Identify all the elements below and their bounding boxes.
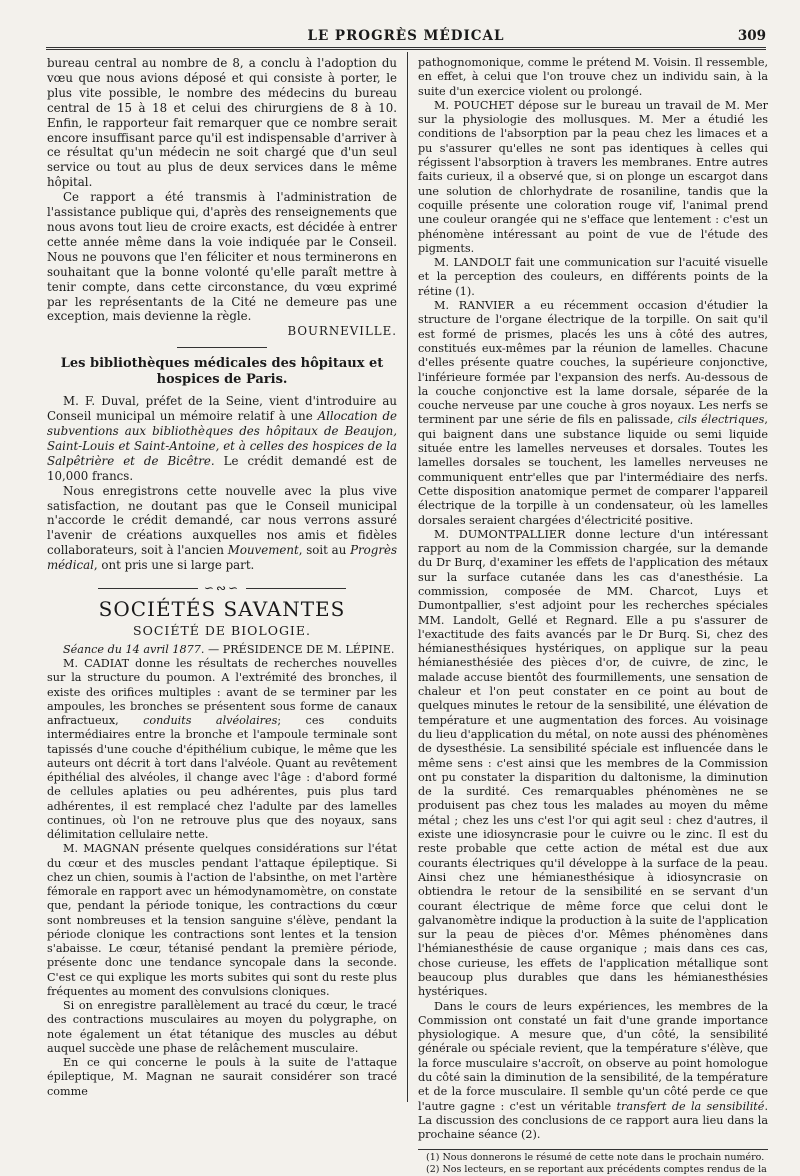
right-column — [418, 56, 768, 1176]
paragraph: M. MAGNAN présente quelques considérations sur l'état du cœur et des muscles pendant l'attaque épileptique. Si chez un chien, soumis à l'action de l'absinthe, on met l'artère fémorale en rapport avec un hémodynamomètre, on constate que, pendant la période tonique, les contractions du cœur sont nombreuses et la tension sanguine s'élève, pendant la période clonique les contractions sont lentes et la tension s'abaisse. Le cœur, tétanisé pendant la première période, présente donc une tendance syncopale dans la seconde. C'est ce qui explique les morts subites qui sont du reste plus fréquentes au moment des convulsions cloniques. — [47, 842, 398, 998]
seance-line: Séance du 14 avril 1877. — PRÉSIDENCE DE M. LÉPINE. — [63, 642, 395, 656]
paragraph: M. POUCHET dépose sur le bureau un travail de M. Mer sur la physiologie des mollusques. M. Mer a étudié les conditions de l'absorption par la peau chez les limaces et a pu s'assurer qu'elles ne sont pas identiques à celles qui régissent l'absorption à travers les membranes. Entre autres faits curieux, il a observé que, si on plonge un escargot dans une solution de chlorhydrate de rosaniline, tandis que la coquille présente une coloration rouge vif, l'animal prend une couleur orangée qui ne s'efface que lentement : c'est un phénomène intéressant au point de vue de l'étude des pigments. — [418, 98, 769, 255]
section-title: Les bibliothèques médicales des hôpitaux et hospices de Paris. — [60, 356, 384, 388]
paragraph: Nous enregistrons cette nouvelle avec la plus vive satisfaction, ne doutant pas que le Conseil municipal n'accorde le crédit demandé, car nous verrons assuré l'avenir de créations auxquelles nos amis et fidèles collaborateurs, soit à l'ancien Mouvement, soit au Progrès médical, ont pris une si large part. — [47, 483, 397, 573]
running-header — [46, 28, 766, 46]
paragraph: Si on enregistre parallèlement au tracé du cœur, le tracé des contractions musculaires au moyen du polygraphe, on note également un état tétanique des muscles au début auquel succède une phase de relâchement musculaire. — [47, 999, 397, 1055]
journal-title: LE PROGRÈS MÉDICAL — [307, 28, 505, 44]
paragraph: M. F. Duval, préfet de la Seine, vient d'introduire au Conseil municipal un mémoire relatif à une Allocation de subventions aux bibliothèques des hôpitaux de Beaujon, Saint-Louis et Saint-Antoine, et à celles des hospices de la Salpêtrière et de Bicêtre. Le crédit demandé est de 10,000 francs. — [47, 394, 397, 483]
paragraph: M. DUMONTPALLIER donne lecture d'un intéressant rapport au nom de la Commission chargée, sur la demande du Dr Burq, d'examiner les effets de l'application des métaux sur la surface cutanée dans les cas d'anesthésie. La commission, composée de MM. Charcot, Luys et Dumontpallier, s'est adjoint pour les recherches spéciales MM. Landolt, Gellé et Regnard. Elle a pu s'assurer de l'exactitude des faits avancés par le Dr Burq. Si, chez des hémianesthésiques hystériques, on applique sur la peau hémianesthésiée des pièces d'or, de cuivre, de zinc, le malade accuse bientôt des fourmillements, une sensation de chaleur et l'on peut constater en ce point au bout de quelques minutes le retour de la sensibilité, une élévation de température et une augmentation des forces. Au voisinage du lieu d'application du métal, on note aussi des phénomènes de dysesthésie. La sensibilité spéciale est influencée dans le même sens : c'est ainsi que les membres de la Commission ont pu constater la disparition du daltonisme, la diminution de la surdité. Ces remarquables phénomènes ne se produisent pas chez tous les malades au moyen du même métal ; chez les uns c'est l'or qui agit seul : chez d'autres, il existe une idiosyncrasie pour le cuivre ou le zinc. Il est du reste probable que cette action de métal est due aux courants électriques qu'il développe à la surface de la peau. Ainsi chez une hémianesthésique à idiosyncrasie on obtiendra le retour de la sensibilité en se servant d'un courant électrique de même force que celui dont le galvanomètre indique la production à la suite de l'application sur la peau de pièces d'or. Mêmes phénomènes dans l'hémianesthésie de cause organique ; mais dans ces cas, chose curieuse, les effets de l'application métallique sont beaucoup plus durables que dans les hémianesthésies hystériques. — [418, 527, 768, 999]
footnote: (1) Nous donnerons le résumé de cette note dans le prochain numéro. — [426, 1151, 765, 1163]
left-column — [47, 56, 397, 1099]
header-rule — [46, 47, 766, 50]
paragraph: Ce rapport a été transmis à l'administration de l'assistance publique qui, d'après des renseignements que nous avons tout lieu de croire exacts, est décidée à entrer cette année même dans la voie indiquée par le Conseil. Nous ne pouvons que l'en féliciter et nous terminerons en souhaitant que la bonne volonté qu'elle paraît mettre à tenir compte, dans cette circonstance, du vœu exprimé par les représentants de la Cité ne demeure pas une exception, mais devienne la règle. — [47, 190, 397, 324]
paragraph: Dans le cours de leurs expériences, les membres de la Commission ont constaté un fait d'une grande importance physiologique. A mesure que, d'un côté, la sensibilité générale ou spéciale revient, que la température s'élève, que la force musculaire s'accroît, on observe au point homologue du côté sain la diminution de la sensibilité, de la température et de la force musculaire. Il semble qu'un côté perde ce que l'autre gagne : c'est un véritable transfert de la sensibilité. La discussion des conclusions de ce rapport aura lieu dans la prochaine séance (2). — [418, 999, 768, 1142]
paragraph: M. CADIAT donne les résultats de recherches nouvelles sur la structure du poumon. A l'extrémité des bronches, il existe des orifices multiples : avant de se terminer par les ampoules, les bronches se présentent sous forme de canaux anfractueux, conduits alvéolaires; ces conduits intermédiaires entre la bronche et l'ampoule terminale sont tapissés d'une couche d'épithélium cubique, le même que les auteurs ont décrit à tort dans l'alvéole. Quant au revêtement épithélial des alvéoles, il change avec l'âge : d'abord formé de cellules aplaties ou peu adhérentes, puis plus tard adhérentes, il est remplacé chez l'adulte par des lamelles continues, où l'on ne retrouve plus que des noyaux, sans délimitation cellulaire nette. — [47, 657, 397, 842]
paragraph: M. LANDOLT fait une communication sur l'acuité visuelle et la perception des couleurs, en différents points de la rétine (1). — [418, 256, 768, 298]
footnote: (2) Nos lecteurs, en se reportant aux précédents comptes rendus de la — [426, 1163, 767, 1175]
page-number: 309 — [737, 28, 766, 44]
footnotes — [418, 1149, 768, 1176]
paragraph: pathognomonique, comme le prétend M. Voisin. Il ressemble, en effet, à celui que l'on trouve chez un individu sain, à la suite d'un exercice violent ou prolongé. — [418, 56, 768, 98]
paragraph: bureau central au nombre de 8, a conclu à l'adoption du vœu que nous avions déposé et qui consiste à porter, le plus vite possible, le nombre des médecins du bureau central de 15 à 18 et celui des chirurgiens de 8 à 10. Enfin, le rapporteur fait remarquer que ce nombre serait encore insuffisant parce qu'il est indispensable d'arriver à ce résultat qu'un médecin ne soit chargé que d'un seul service ou tout au plus de deux services dans le même hôpital. — [47, 56, 397, 190]
paragraph: En ce qui concerne le pouls à la suite de l'attaque épileptique, M. Magnan ne saurait considérer son tracé comme — [47, 1056, 397, 1098]
divider — [177, 347, 267, 348]
column-divider — [407, 52, 408, 1102]
ornament-divider: ∽∾∽ — [47, 581, 397, 596]
societes-title: SOCIÉTÉS SAVANTES — [98, 597, 346, 621]
societe-name: SOCIÉTÉ DE BIOLOGIE. — [133, 623, 311, 638]
signature: BOURNEVILLE. — [287, 324, 397, 339]
paragraph: M. RANVIER a eu récemment occasion d'étudier la structure de l'organe électrique de la torpille. On sait qu'il est formé de prismes, placés les uns à côté des autres, constitués eux-mêmes par la réunion de lamelles. Chacune d'elles présente quatre couches, la supérieure conjonctive, l'inférieure formée par l'expansion des nerfs. Au-dessous de la couche conjonctive est la lame dorsale, séparée de la couche nerveuse par une couche à gros noyaux. Les nerfs se terminent par une série de fils en palissade, cils électriques, qui baignent dans une substance liquide ou semi liquide située entre les lamelles nerveuses et dorsales. Toutes les lamelles dorsales se touchent, les lamelles nerveuses ne communiquent entr'elles que par l'intermédiaire des nerfs. Cette disposition anatomique permet de comparer l'appareil électrique de la torpille à un condensateur, où les lamelles dorsales seraient chargées d'électricité positive. — [418, 299, 768, 527]
